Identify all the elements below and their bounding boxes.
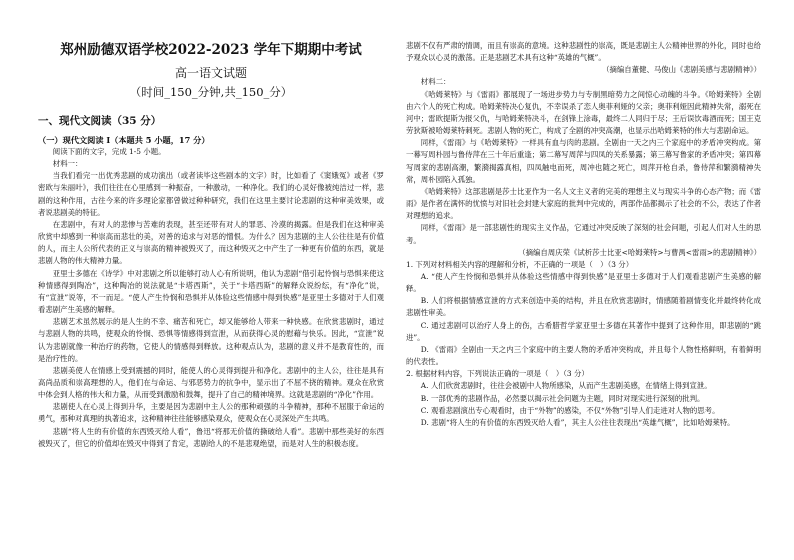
- material-label: 材料一：: [52, 159, 83, 169]
- paragraph: 同样，《雷雨》是一部悲剧性的现实主义作品，它通过冲突反映了深刻的社会问题，引起人们对人生的思考。: [406, 223, 761, 245]
- right-column: [406, 0, 761, 560]
- answer-option: C. 通过悲剧可以治疗人身上的伤，古希腊哲学家亚里士多德在其著作中提到了这种作用，即悲剧的“跳进”。: [406, 320, 761, 342]
- paragraph: 同样，《雷雨》与《哈姆莱特》一样具有血与肉的悲剧。全剧由一天之内三个家庭中的矛盾冲突构成。第一幕写周朴园与鲁侍萍在三十年后重逢；第二幕写周萍与四凤的关系暴露；第三幕写鲁家的矛盾冲突；第四幕写周家的悲剧高潮，繁漪揭露真相，四凤触电而死，周冲也随之死亡，周萍开枪自杀，鲁侍萍和繁漪精神失常，周朴园陷入孤独。: [406, 138, 761, 184]
- answer-option: A. 人们欣赏悲剧时，往往会被剧中人物所感染，从而产生悲剧美感，在情绪上得到宣泄。: [420, 381, 712, 391]
- instruction-text: 阅读下面的文字，完成 1-5 小题。: [52, 147, 166, 156]
- left-column: [38, 0, 384, 560]
- paragraph: 当我们看完一出优秀悲剧的成功演出（或者读毕这些剧本的文字）时，比如看了《窦娥冤》或者《罗密欧与朱丽叶》，我们往往在心里感到一种振奋，一种激动，一种净化。我们的心灵好像被纯洁过一样，悲剧的这种作用，古往今来的许多理论家都曾做过种种研究，我们在这里主要讨论悲剧的这种审美效果，或者说悲剧美的特征。: [38, 171, 384, 217]
- question-stem: 2. 根据材料内容，下列说法正确的一项是（ ）（3 分）: [406, 369, 589, 379]
- source-citation: （摘编自董健、马俊山《悲剧美感与悲剧精神》）: [602, 65, 761, 75]
- paragraph: 《哈姆莱特》与《雷雨》都展现了一场进步势力与专制黑暗势力之间惊心动魄的斗争。《哈姆莱特》全剧由六个人的死亡构成。哈姆莱特决心复仇，不幸误杀了恋人奥菲利娅的父亲；奥菲利娅因此精神失常，溺死在河中；雷欧提斯为报父仇，与哈姆莱特决斗，在剑锋上涂毒，最终二人同归于尽；王后误饮毒酒而死；国王克劳狄斯被哈姆莱特刺死。悲剧人物的死亡，构成了全剧的冲突高潮，也显示出哈姆莱特的伟大与悲剧命运。: [406, 89, 761, 136]
- question-stem: 1. 下列对材料相关内容的理解和分析，不正确的一项是（ ）（3 分）: [406, 259, 634, 269]
- section-heading: 一、现代文阅读（35 分）: [38, 115, 162, 127]
- paragraph: 在悲剧中，有对人的悲惨与苦难的表现，甚至还带有对人的罪恶、冷漠的揭露。但是我们在这种审美欣赏中却感到一种崇高而悲壮的美，对善的追求与对恶的憎恨。为什么？因为悲剧的主人公往往是有价值的人，而主人公所代表的正义与崇高的精神被毁灭了，而这种毁灭之中产生了一种更有价值的东西，就是悲剧人物的伟大精神力量。: [38, 219, 384, 266]
- answer-option: D. 《雷雨》全剧由一天之内三个家庭中的主要人物的矛盾冲突构成，并且每个人物性格鲜明，有着鲜明的代表性。: [406, 344, 761, 367]
- paragraph: 悲剧使人在心灵上得到升华，主要是因为悲剧中主人公的那种顽强的斗争精神，那种不屈服于命运的勇气，那种对真理的执著追求，这种精神往往能够感染观众，使观众在心灵深处产生共鸣。: [38, 402, 384, 424]
- answer-option: A. “使人产生怜悯和恐惧并从体验这些情感中得到快感”是亚里士多德对于人们观看悲剧产生美感的解释。: [406, 271, 761, 294]
- paragraph: 悲剧美使人在情感上受到震撼的同时，能使人的心灵得到提升和净化。悲剧中的主人公，往往是具有高尚品质和崇高理想的人，他们在与命运、与邪恶势力的抗争中，显示出了不屈不挠的精神。观众在欣赏中体会到人格的伟大和力量，从而受到激励和鼓舞，提升了自己的精神境界。这就是悲剧的“净化”作用。: [38, 365, 384, 400]
- paragraph: 悲剧不仅有严肃的情调，而且有崇高的意境。这种悲剧性的崇高，既是悲剧主人公精神世界的外化，同时也给予观众以心灵的激荡。正是悲剧艺术具有这种“英雄的气概”。: [406, 41, 761, 63]
- exam-time-info: （时间_150_分钟,共_150_分）: [129, 85, 293, 99]
- answer-option: C. 观看悲剧演出专心观看时，由于“外物”的感染，不仅“外物”引导人们走进对人物的思考。: [420, 405, 720, 415]
- answer-option: B. 人们将根据情感宣泄的方式来创造中美的结构，并且在欣赏悲剧时，情感随着剧情变化并最终转化成悲剧性审美。: [406, 296, 761, 318]
- answer-option: B. 一部优秀的悲剧作品，必然要以揭示社会问题为主题，同时对现实进行深刻的批判。: [420, 393, 705, 403]
- paragraph: 悲剧艺术虽然展示的是人生的不幸、痛苦和死亡，却又能够给人带来一种快感。在欣赏悲剧时，通过与悲剧人物的共鸣，使观众的怜悯、恐惧等情感得到宣泄，从而获得心灵的慰藉与快乐。因此，“宣泄”说认为悲剧就像一种治疗的药物，它使人的情感得到释放。这种观点认为，悲剧的意义并不是教育性的，而是治疗性的。: [38, 317, 384, 363]
- exam-title: 郑州励德双语学校2022-2023 学年下期期中考试: [60, 42, 362, 58]
- paragraph: 亚里士多德在《诗学》中对悲剧之所以能够打动人心有所说明，他认为悲剧“借引起怜悯与恐惧来使这种情感得到陶冶”，这种陶冶的说法就是“卡塔西斯”，关于“卡塔西斯”的解释众说纷纭，有“净化”说，有“宣泄”说等，不一而足。“使人产生怜悯和恐惧并从体验这些情感中得到快感”是亚里士多德对于人们观看悲剧产生美感的解释。: [38, 268, 384, 315]
- paragraph: 《哈姆莱特》这部悲剧是莎士比亚作为一名人文主义者的完美的理想主义与现实斗争的心态产物；而《雷雨》是作者在满怀的忧愤与对旧社会封建大家庭的批判中完成的，两部作品都揭示了社会的不公，表达了作者对理想的追求。: [406, 186, 761, 221]
- exam-subtitle: 高一语文试题: [174, 66, 247, 80]
- source-citation: （摘编自周庆荣《试析莎士比亚<哈姆莱特>与曹禺<雷雨>的悲剧精神》）: [518, 247, 761, 257]
- material-label: 材料二：: [420, 77, 451, 87]
- paragraph: 悲剧“将人生的有价值的东西毁灭给人看”，鲁迅“将那无价值的撕破给人看”。悲剧中那些美好的东西被毁灭了，但它的价值却在毁灭中得到了肯定，悲剧给人的不是悲观绝望，而是对人生的积极态度。: [38, 426, 384, 448]
- answer-option: D. 悲剧“将人生的有价值的东西毁灭给人看”，其主人公往往表现出“英雄气概”，比如哈姆莱特。: [420, 417, 735, 427]
- subsection-heading: （一）现代文阅读 I（本题共 5 小题，17 分）: [38, 135, 210, 145]
